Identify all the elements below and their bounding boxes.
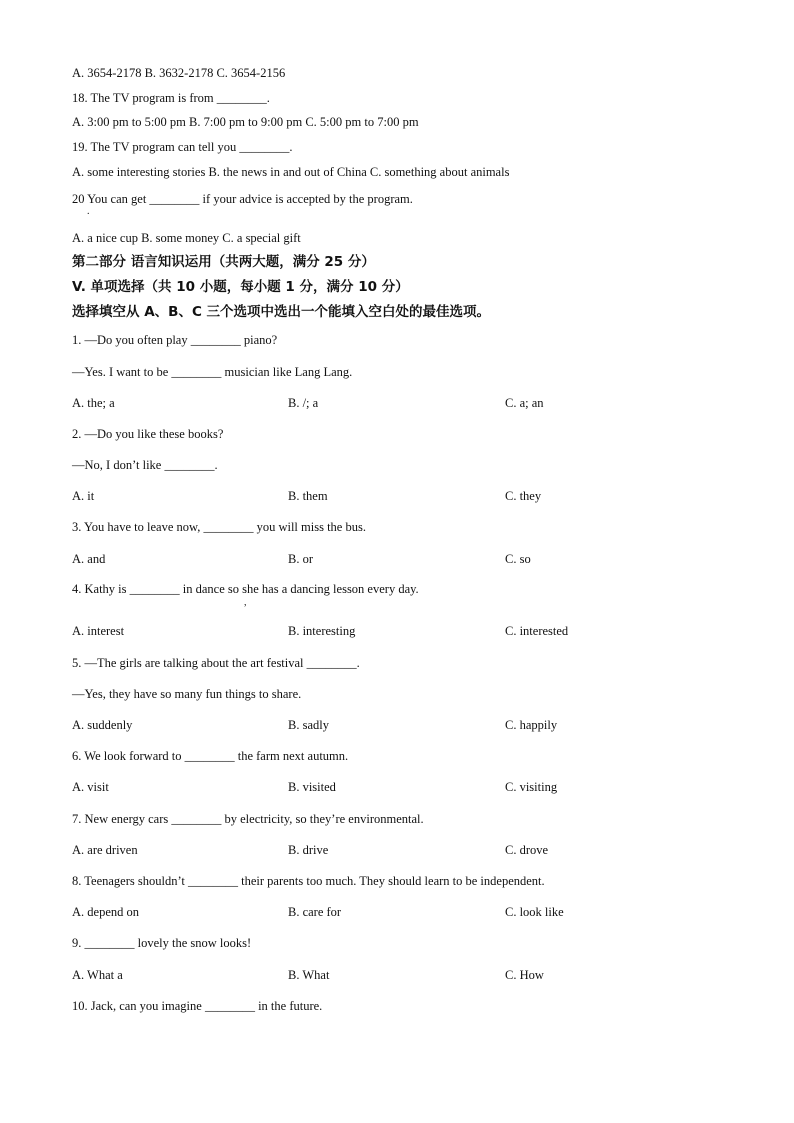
q9-option-c: C. How	[505, 968, 544, 982]
q9-option-b: B. What	[288, 968, 330, 982]
section-title: V. 单项选择（共 10 小题，每小题 1 分，满分 10 分）	[72, 279, 409, 295]
question-7: 7. New energy cars ________ by electricity, so they’re environmental.	[72, 812, 424, 826]
q4-option-a: A. interest	[72, 624, 125, 638]
stray-comma: ,	[244, 597, 247, 608]
q3-option-b: B. or	[288, 552, 313, 566]
section-instruction: 选择填空从 A、B、C 三个选项中选出一个能填入空白处的最佳选项。	[72, 304, 491, 320]
q6-option-b: B. visited	[288, 780, 336, 794]
q1-option-c: C. a; an	[505, 396, 544, 410]
q20-options: A. a nice cup B. some money C. a special gift	[72, 231, 301, 245]
question-2-line-1: 2. —Do you like these books?	[72, 427, 224, 441]
question-5-line-2: —Yes, they have so many fun things to share.	[72, 687, 302, 701]
question-9: 9. ________ lovely the snow looks!	[72, 936, 252, 950]
q4-option-b: B. interesting	[288, 624, 356, 638]
q4-option-c: C. interested	[505, 624, 569, 638]
question-18: 18. The TV program is from ________.	[72, 91, 270, 105]
question-1-line-1: 1. —Do you often play ________ piano?	[72, 333, 278, 347]
question-20: 20 You can get ________ if your advice is accepted by the program.	[72, 192, 413, 206]
stray-mark: .	[87, 206, 90, 217]
question-8: 8. Teenagers shouldn’t ________ their parents too much. They should learn to be independent.	[72, 874, 545, 888]
question-10: 10. Jack, can you imagine ________ in the future.	[72, 999, 323, 1013]
q7-option-c: C. drove	[505, 843, 549, 857]
q2-option-b: B. them	[288, 489, 328, 503]
q9-option-a: A. What a	[72, 968, 123, 982]
q1-option-a: A. the; a	[72, 396, 115, 410]
q6-option-c: C. visiting	[505, 780, 558, 794]
q17-options: A. 3654-2178 B. 3632-2178 C. 3654-2156	[72, 66, 286, 80]
q7-option-b: B. drive	[288, 843, 329, 857]
question-3: 3. You have to leave now, ________ you will miss the bus.	[72, 520, 366, 534]
q5-option-c: C. happily	[505, 718, 558, 732]
question-4: 4. Kathy is ________ in dance so she has a dancing lesson every day.	[72, 582, 419, 596]
q2-option-c: C. they	[505, 489, 542, 503]
q3-option-a: A. and	[72, 552, 106, 566]
question-5-line-1: 5. —The girls are talking about the art festival ________.	[72, 656, 360, 670]
q6-option-a: A. visit	[72, 780, 109, 794]
q2-option-a: A. it	[72, 489, 95, 503]
question-19: 19. The TV program can tell you ________.	[72, 140, 293, 154]
q18-options: A. 3:00 pm to 5:00 pm B. 7:00 pm to 9:00 pm C. 5:00 pm to 7:00 pm	[72, 115, 419, 129]
q7-option-a: A. are driven	[72, 843, 138, 857]
q8-option-b: B. care for	[288, 905, 342, 919]
q3-option-c: C. so	[505, 552, 531, 566]
question-2-line-2: —No, I don’t like ________.	[72, 458, 218, 472]
part-heading: 第二部分 语言知识运用（共两大题，满分 25 分）	[72, 254, 375, 270]
q8-option-c: C. look like	[505, 905, 564, 919]
q1-option-b: B. /; a	[288, 396, 319, 410]
question-6: 6. We look forward to ________ the farm next autumn.	[72, 749, 349, 763]
q8-option-a: A. depend on	[72, 905, 139, 919]
q5-option-a: A. suddenly	[72, 718, 133, 732]
q19-options: A. some interesting stories B. the news in and out of China C. something about animals	[72, 165, 510, 179]
q5-option-b: B. sadly	[288, 718, 329, 732]
question-1-line-2: —Yes. I want to be ________ musician like Lang Lang.	[72, 365, 353, 379]
